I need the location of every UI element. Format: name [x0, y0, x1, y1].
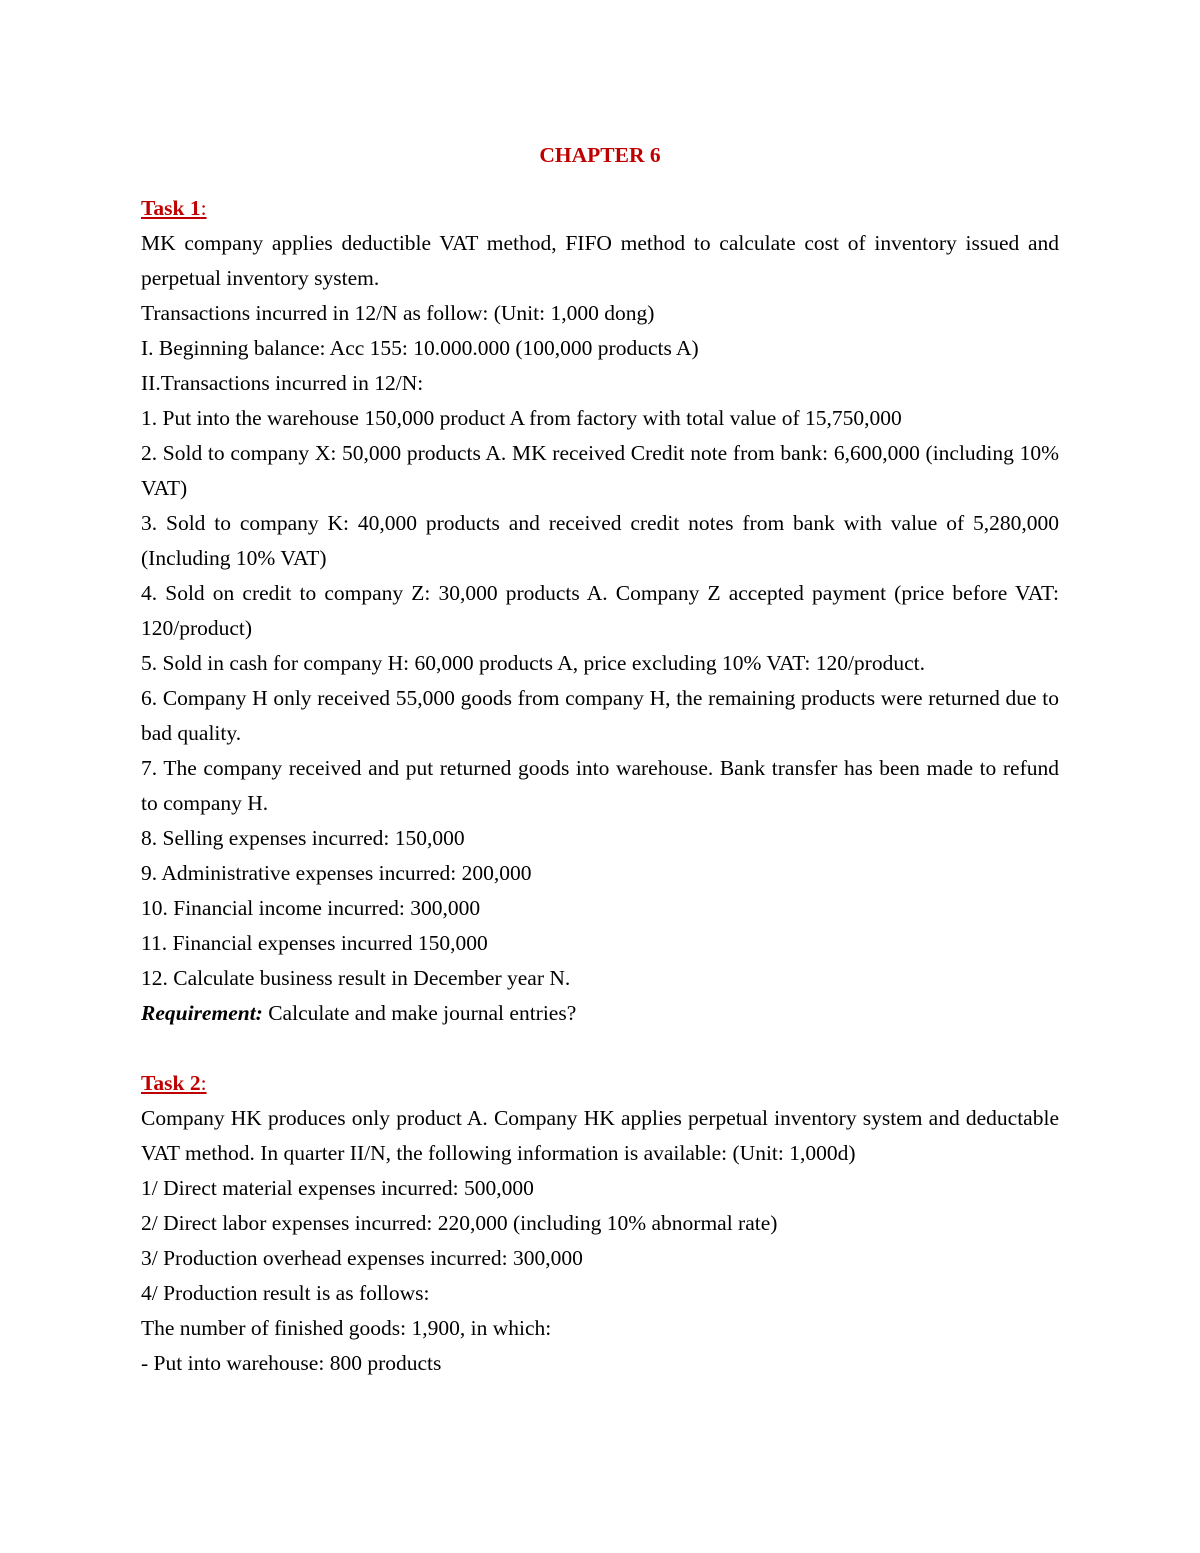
task2-item: The number of finished goods: 1,900, in which:	[141, 1316, 552, 1340]
task1-item: 9. Administrative expenses incurred: 200,000	[141, 861, 532, 885]
task1-item: 1. Put into the warehouse 150,000 product A from factory with total value of 15,750,000	[141, 406, 902, 430]
task2-item: - Put into warehouse: 800 products	[141, 1351, 442, 1375]
task2-intro: Company HK produces only product A. Company HK applies perpetual inventory system and deductable VAT method. In quarter II/N, the following information is available: (Unit: 1,000d)	[141, 1106, 1059, 1165]
section-spacer	[141, 1031, 1059, 1066]
task2-item: 4/ Production result is as follows:	[141, 1281, 430, 1305]
task1-item: 8. Selling expenses incurred: 150,000	[141, 826, 465, 850]
task1-intro: MK company applies deductible VAT method, FIFO method to calculate cost of inventory issued and perpetual inventory system.	[141, 231, 1059, 290]
task1-item: 11. Financial expenses incurred 150,000	[141, 931, 488, 955]
task1-section2-heading: II.Transactions incurred in 12/N:	[141, 371, 424, 395]
task1-item: 7. The company received and put returned goods into warehouse. Bank transfer has been made to refund to company H.	[141, 756, 1059, 815]
requirement-text: Calculate and make journal entries?	[262, 1001, 577, 1025]
task2-item: 2/ Direct labor expenses incurred: 220,000 (including 10% abnormal rate)	[141, 1211, 778, 1235]
task2-heading-label: Task 2	[141, 1071, 201, 1095]
task1-heading	[141, 191, 1059, 226]
task1-item: 2. Sold to company X: 50,000 products A. MK received Credit note from bank: 6,600,000 (including 10% VAT)	[141, 441, 1059, 500]
task1-heading-colon: :	[200, 196, 207, 220]
task1-item: 5. Sold in cash for company H: 60,000 products A, price excluding 10% VAT: 120/product.	[141, 651, 925, 675]
task1-beginning-balance: I. Beginning balance: Acc 155: 10.000.000 (100,000 products A)	[141, 336, 699, 360]
task1-item: 4. Sold on credit to company Z: 30,000 products A. Company Z accepted payment (price before VAT: 120/product)	[141, 581, 1059, 640]
requirement-label: Requirement:	[141, 1001, 263, 1025]
task1-requirement	[141, 996, 1059, 1031]
task1-item: 6. Company H only received 55,000 goods from company H, the remaining products were returned due to bad quality.	[141, 686, 1059, 745]
task1-transactions-intro: Transactions incurred in 12/N as follow: (Unit: 1,000 dong)	[141, 301, 655, 325]
task2-heading	[141, 1066, 1059, 1101]
task1-item: 10. Financial income incurred: 300,000	[141, 896, 481, 920]
document-page	[141, 138, 1059, 1381]
task2-item: 1/ Direct material expenses incurred: 500,000	[141, 1176, 534, 1200]
task2-item: 3/ Production overhead expenses incurred: 300,000	[141, 1246, 583, 1270]
task1-item: 3. Sold to company K: 40,000 products and received credit notes from bank with value of 5,280,000 (Including 10% VAT)	[141, 511, 1059, 570]
task1-heading-label: Task 1	[141, 196, 201, 220]
task1-item: 12. Calculate business result in December year N.	[141, 966, 571, 990]
task2-heading-colon: :	[200, 1071, 207, 1095]
chapter-title: CHAPTER 6	[539, 143, 661, 167]
